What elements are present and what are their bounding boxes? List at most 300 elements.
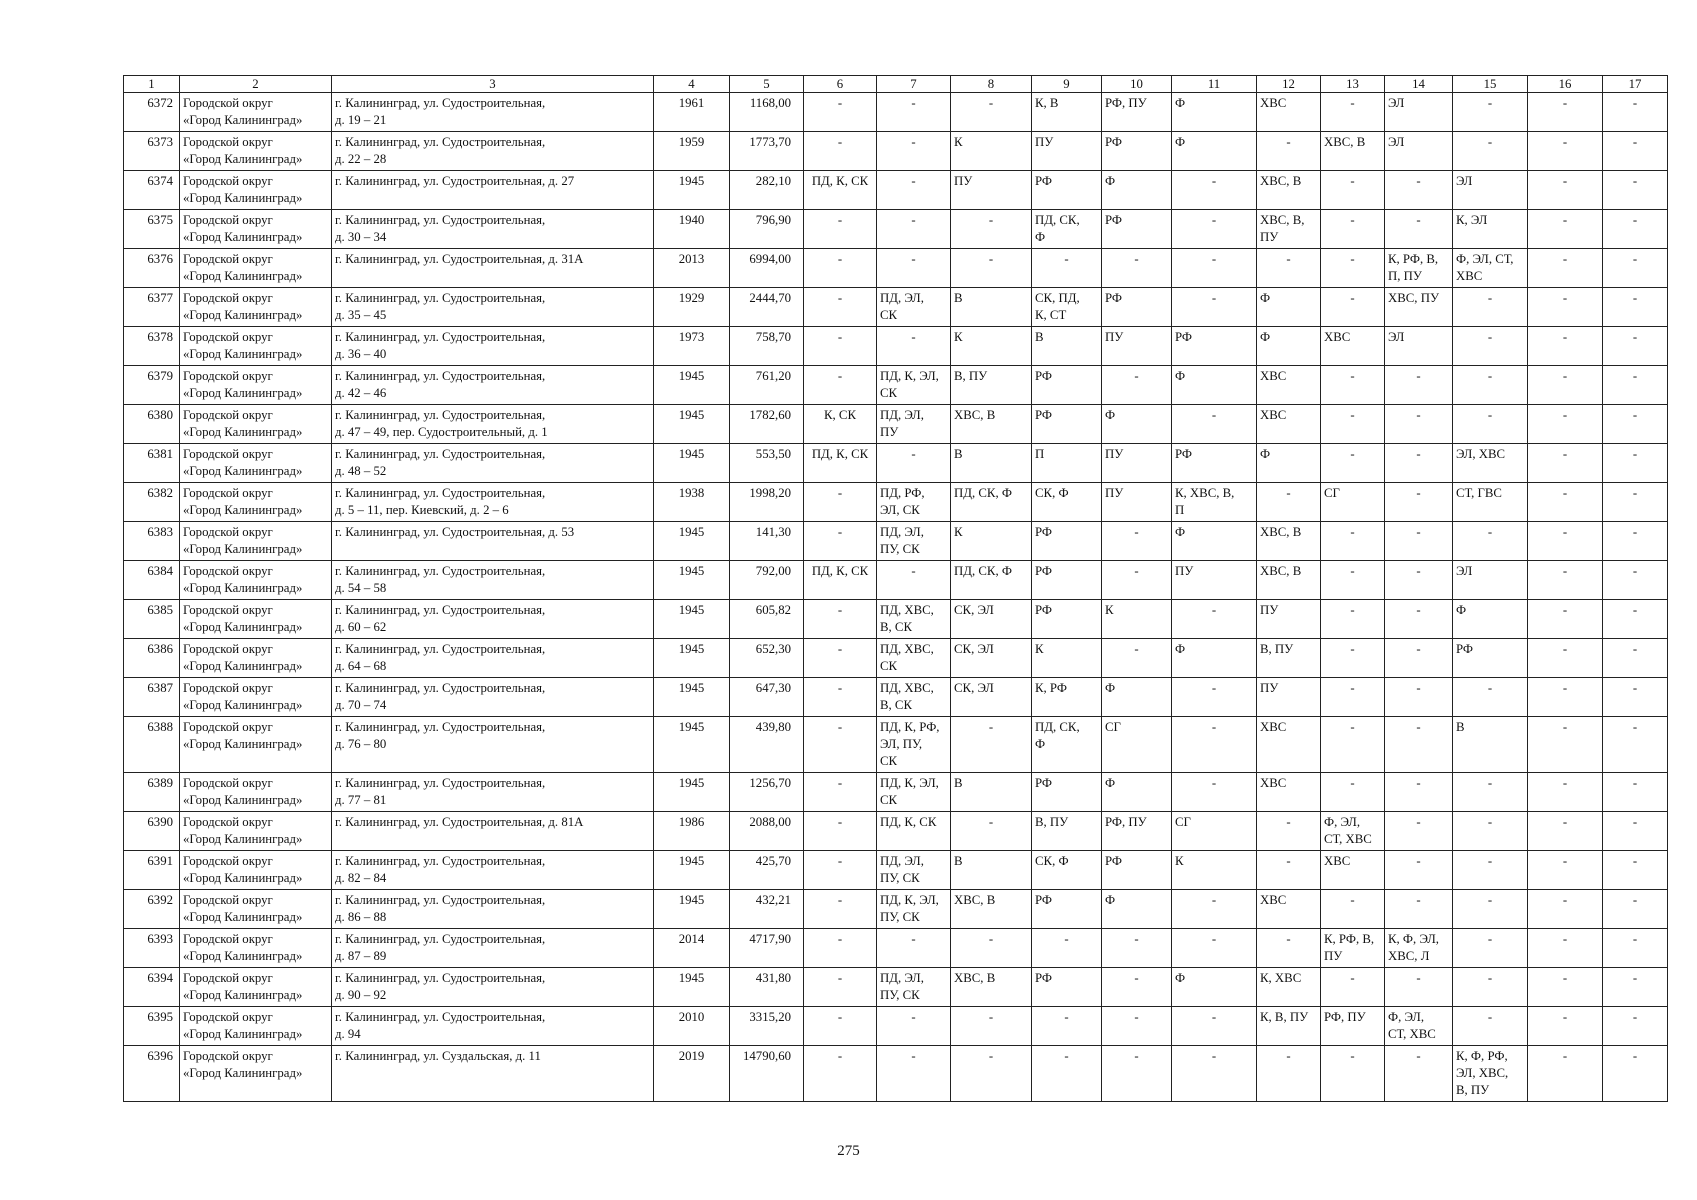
- table-row: [124, 132, 1668, 171]
- table-cell-col-15: -: [1453, 851, 1528, 890]
- table-cell-col-16: -: [1528, 851, 1603, 890]
- table-cell-col-12: ХВС, В: [1257, 561, 1321, 600]
- table-cell-col-17: -: [1603, 132, 1668, 171]
- table-cell-col-8: ХВС, В: [951, 405, 1032, 444]
- table-cell-col-12: -: [1257, 851, 1321, 890]
- table-cell-col-1: 6375: [124, 210, 180, 249]
- table-cell-col-11: -: [1172, 249, 1257, 288]
- table-cell-col-5: 792,00: [730, 561, 804, 600]
- table-cell-col-14: ЭЛ: [1385, 327, 1453, 366]
- table-cell-col-12: ПУ: [1257, 600, 1321, 639]
- table-cell-col-11: К: [1172, 851, 1257, 890]
- table-cell-col-12: -: [1257, 483, 1321, 522]
- table-cell-col-7: ПД, К, ЭЛ, ПУ, СК: [877, 890, 951, 929]
- table-cell-col-13: -: [1321, 93, 1385, 132]
- table-cell-col-8: В, ПУ: [951, 366, 1032, 405]
- table-cell-col-2: Городской округ «Город Калининград»: [180, 93, 332, 132]
- table-cell-col-5: 2444,70: [730, 288, 804, 327]
- table-cell-col-5: 761,20: [730, 366, 804, 405]
- table-cell-col-9: СК, ПД, К, СТ: [1032, 288, 1102, 327]
- table-cell-col-9: РФ: [1032, 600, 1102, 639]
- table-cell-col-11: -: [1172, 773, 1257, 812]
- table-cell-col-11: -: [1172, 929, 1257, 968]
- table-cell-col-10: -: [1102, 249, 1172, 288]
- table-row: [124, 890, 1668, 929]
- table-cell-col-17: -: [1603, 929, 1668, 968]
- table-cell-col-16: -: [1528, 132, 1603, 171]
- table-row: [124, 249, 1668, 288]
- table-cell-col-1: 6391: [124, 851, 180, 890]
- table-cell-col-9: РФ: [1032, 405, 1102, 444]
- table-cell-col-2: Городской округ «Город Калининград»: [180, 851, 332, 890]
- table-cell-col-17: -: [1603, 639, 1668, 678]
- column-number-2: 2: [180, 76, 332, 93]
- table-cell-col-6: -: [804, 366, 877, 405]
- table-cell-col-12: ХВС: [1257, 890, 1321, 929]
- table-cell-col-6: ПД, К, СК: [804, 561, 877, 600]
- table-cell-col-15: -: [1453, 1007, 1528, 1046]
- table-cell-col-1: 6395: [124, 1007, 180, 1046]
- table-cell-col-7: -: [877, 93, 951, 132]
- table-cell-col-7: ПД, ЭЛ, СК: [877, 288, 951, 327]
- table-cell-col-1: 6383: [124, 522, 180, 561]
- table-cell-col-15: -: [1453, 773, 1528, 812]
- table-cell-col-3: г. Калининград, ул. Судостроительная, д. 60 – 62: [332, 600, 654, 639]
- table-row: [124, 522, 1668, 561]
- column-number-16: 16: [1528, 76, 1603, 93]
- table-cell-col-13: -: [1321, 639, 1385, 678]
- table-cell-col-9: -: [1032, 1046, 1102, 1102]
- table-cell-col-8: К: [951, 522, 1032, 561]
- table-cell-col-5: 1773,70: [730, 132, 804, 171]
- table-cell-col-7: ПД, ХВС, В, СК: [877, 600, 951, 639]
- column-number-header: [124, 76, 1668, 93]
- table-cell-col-9: РФ: [1032, 561, 1102, 600]
- table-cell-col-12: ХВС: [1257, 717, 1321, 773]
- column-number-8: 8: [951, 76, 1032, 93]
- table-cell-col-15: -: [1453, 812, 1528, 851]
- table-cell-col-6: -: [804, 249, 877, 288]
- table-cell-col-9: В: [1032, 327, 1102, 366]
- table-cell-col-10: ПУ: [1102, 444, 1172, 483]
- table-cell-col-6: ПД, К, СК: [804, 444, 877, 483]
- table-cell-col-13: -: [1321, 405, 1385, 444]
- table-cell-col-12: Ф: [1257, 288, 1321, 327]
- table-cell-col-16: -: [1528, 890, 1603, 929]
- table-cell-col-10: К: [1102, 600, 1172, 639]
- table-cell-col-10: -: [1102, 366, 1172, 405]
- table-cell-col-3: г. Калининград, ул. Судостроительная, д. 64 – 68: [332, 639, 654, 678]
- table-cell-col-15: В: [1453, 717, 1528, 773]
- table-cell-col-12: -: [1257, 812, 1321, 851]
- table-row: [124, 812, 1668, 851]
- table-cell-col-6: ПД, К, СК: [804, 171, 877, 210]
- table-cell-col-16: -: [1528, 366, 1603, 405]
- table-cell-col-6: -: [804, 600, 877, 639]
- table-cell-col-7: -: [877, 210, 951, 249]
- table-cell-col-16: -: [1528, 210, 1603, 249]
- table-row: [124, 717, 1668, 773]
- table-row: [124, 561, 1668, 600]
- table-cell-col-16: -: [1528, 717, 1603, 773]
- table-cell-col-2: Городской округ «Город Калининград»: [180, 327, 332, 366]
- table-cell-col-5: 3315,20: [730, 1007, 804, 1046]
- column-number-11: 11: [1172, 76, 1257, 93]
- table-cell-col-6: -: [804, 483, 877, 522]
- table-cell-col-5: 1998,20: [730, 483, 804, 522]
- table-cell-col-9: П: [1032, 444, 1102, 483]
- table-cell-col-16: -: [1528, 483, 1603, 522]
- table-cell-col-12: ХВС, В: [1257, 522, 1321, 561]
- table-cell-col-13: ХВС: [1321, 851, 1385, 890]
- table-cell-col-15: К, ЭЛ: [1453, 210, 1528, 249]
- table-cell-col-7: -: [877, 171, 951, 210]
- table-row: [124, 678, 1668, 717]
- table-cell-col-9: РФ: [1032, 773, 1102, 812]
- table-cell-col-15: -: [1453, 405, 1528, 444]
- table-cell-col-16: -: [1528, 249, 1603, 288]
- table-cell-col-8: В: [951, 444, 1032, 483]
- table-cell-col-4: 1945: [654, 171, 730, 210]
- table-cell-col-10: -: [1102, 1046, 1172, 1102]
- table-cell-col-2: Городской округ «Город Калининград»: [180, 288, 332, 327]
- table-cell-col-14: -: [1385, 773, 1453, 812]
- table-cell-col-17: -: [1603, 890, 1668, 929]
- table-cell-col-16: -: [1528, 171, 1603, 210]
- table-cell-col-17: -: [1603, 444, 1668, 483]
- table-cell-col-8: -: [951, 1007, 1032, 1046]
- table-row: [124, 929, 1668, 968]
- table-cell-col-14: К, РФ, В, П, ПУ: [1385, 249, 1453, 288]
- table-cell-col-5: 1782,60: [730, 405, 804, 444]
- table-cell-col-8: -: [951, 249, 1032, 288]
- table-cell-col-1: 6388: [124, 717, 180, 773]
- table-cell-col-15: РФ: [1453, 639, 1528, 678]
- table-cell-col-12: В, ПУ: [1257, 639, 1321, 678]
- table-cell-col-15: ЭЛ: [1453, 561, 1528, 600]
- table-cell-col-11: РФ: [1172, 444, 1257, 483]
- table-cell-col-2: Городской округ «Город Калининград»: [180, 444, 332, 483]
- table-cell-col-17: -: [1603, 483, 1668, 522]
- table-cell-col-15: -: [1453, 968, 1528, 1007]
- header-row: [124, 76, 1668, 93]
- table-cell-col-12: -: [1257, 132, 1321, 171]
- table-cell-col-17: -: [1603, 93, 1668, 132]
- table-cell-col-4: 1945: [654, 678, 730, 717]
- table-cell-col-8: -: [951, 93, 1032, 132]
- column-number-6: 6: [804, 76, 877, 93]
- table-cell-col-12: Ф: [1257, 444, 1321, 483]
- column-number-10: 10: [1102, 76, 1172, 93]
- table-cell-col-7: -: [877, 1046, 951, 1102]
- table-cell-col-1: 6385: [124, 600, 180, 639]
- table-cell-col-5: 796,90: [730, 210, 804, 249]
- column-number-15: 15: [1453, 76, 1528, 93]
- table-cell-col-5: 2088,00: [730, 812, 804, 851]
- table-cell-col-4: 1945: [654, 366, 730, 405]
- table-cell-col-8: ПУ: [951, 171, 1032, 210]
- table-cell-col-5: 6994,00: [730, 249, 804, 288]
- table-cell-col-8: -: [951, 210, 1032, 249]
- table-cell-col-11: -: [1172, 405, 1257, 444]
- column-number-5: 5: [730, 76, 804, 93]
- table-cell-col-9: ПД, СК, Ф: [1032, 210, 1102, 249]
- table-cell-col-8: ПД, СК, Ф: [951, 561, 1032, 600]
- table-cell-col-3: г. Калининград, ул. Судостроительная, д. 77 – 81: [332, 773, 654, 812]
- table-cell-col-14: -: [1385, 890, 1453, 929]
- table-cell-col-5: 605,82: [730, 600, 804, 639]
- table-cell-col-4: 1945: [654, 405, 730, 444]
- table-cell-col-2: Городской округ «Город Калининград»: [180, 483, 332, 522]
- table-cell-col-12: -: [1257, 929, 1321, 968]
- table-cell-col-4: 1986: [654, 812, 730, 851]
- table-cell-col-1: 6382: [124, 483, 180, 522]
- table-cell-col-14: Ф, ЭЛ, СТ, ХВС: [1385, 1007, 1453, 1046]
- table-cell-col-12: -: [1257, 249, 1321, 288]
- table-cell-col-6: -: [804, 678, 877, 717]
- table-cell-col-6: -: [804, 1046, 877, 1102]
- table-cell-col-1: 6374: [124, 171, 180, 210]
- table-cell-col-2: Городской округ «Город Калининград»: [180, 600, 332, 639]
- table-cell-col-7: -: [877, 132, 951, 171]
- table-body: [124, 93, 1668, 1102]
- table-cell-col-17: -: [1603, 678, 1668, 717]
- table-cell-col-17: -: [1603, 1007, 1668, 1046]
- table-cell-col-3: г. Калининград, ул. Судостроительная, д. 36 – 40: [332, 327, 654, 366]
- table-cell-col-11: -: [1172, 600, 1257, 639]
- table-cell-col-11: СГ: [1172, 812, 1257, 851]
- column-number-12: 12: [1257, 76, 1321, 93]
- table-cell-col-11: Ф: [1172, 639, 1257, 678]
- table-cell-col-6: -: [804, 890, 877, 929]
- table-cell-col-13: -: [1321, 678, 1385, 717]
- table-cell-col-6: -: [804, 1007, 877, 1046]
- table-cell-col-2: Городской округ «Город Калининград»: [180, 812, 332, 851]
- table-cell-col-3: г. Калининград, ул. Судостроительная, д. 47 – 49, пер. Судостроительный, д. 1: [332, 405, 654, 444]
- table-cell-col-1: 6376: [124, 249, 180, 288]
- table-cell-col-1: 6390: [124, 812, 180, 851]
- table-cell-col-4: 2013: [654, 249, 730, 288]
- table-cell-col-15: ЭЛ: [1453, 171, 1528, 210]
- table-cell-col-2: Городской округ «Город Калининград»: [180, 210, 332, 249]
- table-cell-col-9: РФ: [1032, 522, 1102, 561]
- table-cell-col-13: -: [1321, 600, 1385, 639]
- table-row: [124, 93, 1668, 132]
- table-cell-col-16: -: [1528, 639, 1603, 678]
- table-cell-col-12: ХВС: [1257, 405, 1321, 444]
- table-cell-col-15: -: [1453, 288, 1528, 327]
- table-cell-col-1: 6379: [124, 366, 180, 405]
- table-cell-col-13: СГ: [1321, 483, 1385, 522]
- table-cell-col-1: 6392: [124, 890, 180, 929]
- table-cell-col-11: -: [1172, 288, 1257, 327]
- table-cell-col-6: К, СК: [804, 405, 877, 444]
- table-cell-col-14: -: [1385, 444, 1453, 483]
- table-cell-col-15: -: [1453, 327, 1528, 366]
- table-cell-col-7: ПД, ХВС, В, СК: [877, 678, 951, 717]
- table-cell-col-7: ПД, К, СК: [877, 812, 951, 851]
- table-cell-col-6: -: [804, 773, 877, 812]
- table-cell-col-13: -: [1321, 249, 1385, 288]
- table-cell-col-5: 282,10: [730, 171, 804, 210]
- table-cell-col-10: РФ: [1102, 851, 1172, 890]
- table-cell-col-15: -: [1453, 93, 1528, 132]
- table-cell-col-2: Городской округ «Город Калининград»: [180, 561, 332, 600]
- table-cell-col-16: -: [1528, 522, 1603, 561]
- table-cell-col-12: К, В, ПУ: [1257, 1007, 1321, 1046]
- table-cell-col-11: -: [1172, 171, 1257, 210]
- table-cell-col-5: 425,70: [730, 851, 804, 890]
- table-cell-col-1: 6384: [124, 561, 180, 600]
- table-cell-col-4: 1945: [654, 968, 730, 1007]
- table-cell-col-13: -: [1321, 171, 1385, 210]
- table-cell-col-3: г. Калининград, ул. Судостроительная, д. 94: [332, 1007, 654, 1046]
- building-registry-table: [123, 75, 1668, 1102]
- table-cell-col-3: г. Калининград, ул. Судостроительная, д. 82 – 84: [332, 851, 654, 890]
- table-cell-col-12: ХВС: [1257, 93, 1321, 132]
- table-cell-col-10: РФ: [1102, 132, 1172, 171]
- table-cell-col-1: 6380: [124, 405, 180, 444]
- table-cell-col-3: г. Калининград, ул. Судостроительная, д. 54 – 58: [332, 561, 654, 600]
- table-cell-col-7: -: [877, 1007, 951, 1046]
- table-cell-col-6: -: [804, 929, 877, 968]
- table-cell-col-10: РФ, ПУ: [1102, 93, 1172, 132]
- table-cell-col-14: -: [1385, 1046, 1453, 1102]
- table-cell-col-14: -: [1385, 851, 1453, 890]
- table-cell-col-10: Ф: [1102, 171, 1172, 210]
- table-row: [124, 639, 1668, 678]
- table-cell-col-13: -: [1321, 444, 1385, 483]
- table-cell-col-7: -: [877, 444, 951, 483]
- table-cell-col-15: -: [1453, 366, 1528, 405]
- page-number: 275: [837, 1143, 860, 1159]
- table-cell-col-8: ХВС, В: [951, 968, 1032, 1007]
- table-cell-col-2: Городской округ «Город Калининград»: [180, 522, 332, 561]
- table-cell-col-5: 439,80: [730, 717, 804, 773]
- table-row: [124, 851, 1668, 890]
- table-cell-col-14: -: [1385, 210, 1453, 249]
- table-cell-col-7: ПД, ЭЛ, ПУ, СК: [877, 522, 951, 561]
- table-cell-col-12: ПУ: [1257, 678, 1321, 717]
- table-cell-col-1: 6373: [124, 132, 180, 171]
- table-cell-col-13: К, РФ, В, ПУ: [1321, 929, 1385, 968]
- table-cell-col-6: -: [804, 639, 877, 678]
- table-cell-col-5: 14790,60: [730, 1046, 804, 1102]
- table-cell-col-11: -: [1172, 678, 1257, 717]
- table-cell-col-8: В: [951, 851, 1032, 890]
- table-cell-col-10: -: [1102, 522, 1172, 561]
- table-cell-col-13: -: [1321, 1046, 1385, 1102]
- table-cell-col-9: РФ: [1032, 171, 1102, 210]
- column-number-17: 17: [1603, 76, 1668, 93]
- table-cell-col-13: Ф, ЭЛ, СТ, ХВС: [1321, 812, 1385, 851]
- table-cell-col-5: 431,80: [730, 968, 804, 1007]
- table-cell-col-9: К, В: [1032, 93, 1102, 132]
- table-cell-col-10: -: [1102, 561, 1172, 600]
- table-cell-col-8: -: [951, 812, 1032, 851]
- table-cell-col-5: 4717,90: [730, 929, 804, 968]
- table-row: [124, 366, 1668, 405]
- table-cell-col-3: г. Калининград, ул. Судостроительная, д. 86 – 88: [332, 890, 654, 929]
- table-cell-col-9: В, ПУ: [1032, 812, 1102, 851]
- table-cell-col-12: ХВС, В: [1257, 171, 1321, 210]
- table-cell-col-3: г. Калининград, ул. Судостроительная, д. 22 – 28: [332, 132, 654, 171]
- table-cell-col-13: -: [1321, 890, 1385, 929]
- table-cell-col-13: ХВС: [1321, 327, 1385, 366]
- table-cell-col-13: -: [1321, 968, 1385, 1007]
- table-cell-col-16: -: [1528, 93, 1603, 132]
- table-cell-col-1: 6378: [124, 327, 180, 366]
- table-cell-col-17: -: [1603, 600, 1668, 639]
- table-cell-col-14: -: [1385, 639, 1453, 678]
- table-cell-col-8: -: [951, 1046, 1032, 1102]
- table-cell-col-5: 758,70: [730, 327, 804, 366]
- table-cell-col-7: ПД, К, ЭЛ, СК: [877, 773, 951, 812]
- table-cell-col-6: -: [804, 93, 877, 132]
- table-cell-col-2: Городской округ «Город Калининград»: [180, 639, 332, 678]
- table-cell-col-13: -: [1321, 210, 1385, 249]
- table-cell-col-16: -: [1528, 812, 1603, 851]
- table-cell-col-14: -: [1385, 171, 1453, 210]
- registry-sheet: [123, 75, 1667, 1102]
- table-cell-col-2: Городской округ «Город Калининград»: [180, 1007, 332, 1046]
- table-cell-col-9: -: [1032, 249, 1102, 288]
- table-cell-col-1: 6394: [124, 968, 180, 1007]
- table-cell-col-10: -: [1102, 639, 1172, 678]
- table-cell-col-4: 1945: [654, 890, 730, 929]
- table-row: [124, 444, 1668, 483]
- table-cell-col-11: Ф: [1172, 93, 1257, 132]
- table-cell-col-5: 647,30: [730, 678, 804, 717]
- table-cell-col-1: 6389: [124, 773, 180, 812]
- table-cell-col-11: -: [1172, 890, 1257, 929]
- table-cell-col-7: ПД, ЭЛ, ПУ, СК: [877, 851, 951, 890]
- table-cell-col-9: К, РФ: [1032, 678, 1102, 717]
- table-cell-col-14: К, Ф, ЭЛ, ХВС, Л: [1385, 929, 1453, 968]
- table-cell-col-10: РФ: [1102, 210, 1172, 249]
- table-cell-col-6: -: [804, 132, 877, 171]
- table-cell-col-13: РФ, ПУ: [1321, 1007, 1385, 1046]
- table-cell-col-4: 1940: [654, 210, 730, 249]
- table-cell-col-10: Ф: [1102, 890, 1172, 929]
- table-cell-col-4: 1945: [654, 639, 730, 678]
- table-row: [124, 1046, 1668, 1102]
- table-cell-col-7: ПД, ЭЛ, ПУ, СК: [877, 968, 951, 1007]
- table-cell-col-3: г. Калининград, ул. Судостроительная, д. 48 – 52: [332, 444, 654, 483]
- table-cell-col-3: г. Калининград, ул. Судостроительная, д. 70 – 74: [332, 678, 654, 717]
- table-row: [124, 405, 1668, 444]
- table-cell-col-9: К: [1032, 639, 1102, 678]
- table-cell-col-6: -: [804, 968, 877, 1007]
- table-cell-col-17: -: [1603, 851, 1668, 890]
- table-cell-col-3: г. Калининград, ул. Судостроительная, д. 27: [332, 171, 654, 210]
- table-row: [124, 210, 1668, 249]
- table-cell-col-9: РФ: [1032, 890, 1102, 929]
- table-cell-col-10: -: [1102, 1007, 1172, 1046]
- table-cell-col-2: Городской округ «Город Калининград»: [180, 929, 332, 968]
- table-cell-col-17: -: [1603, 522, 1668, 561]
- table-cell-col-14: -: [1385, 717, 1453, 773]
- table-cell-col-7: -: [877, 327, 951, 366]
- table-cell-col-12: Ф: [1257, 327, 1321, 366]
- table-cell-col-14: ЭЛ: [1385, 132, 1453, 171]
- table-cell-col-13: -: [1321, 366, 1385, 405]
- column-number-3: 3: [332, 76, 654, 93]
- table-cell-col-1: 6396: [124, 1046, 180, 1102]
- table-cell-col-14: ЭЛ: [1385, 93, 1453, 132]
- table-cell-col-10: ПУ: [1102, 483, 1172, 522]
- table-cell-col-4: 2010: [654, 1007, 730, 1046]
